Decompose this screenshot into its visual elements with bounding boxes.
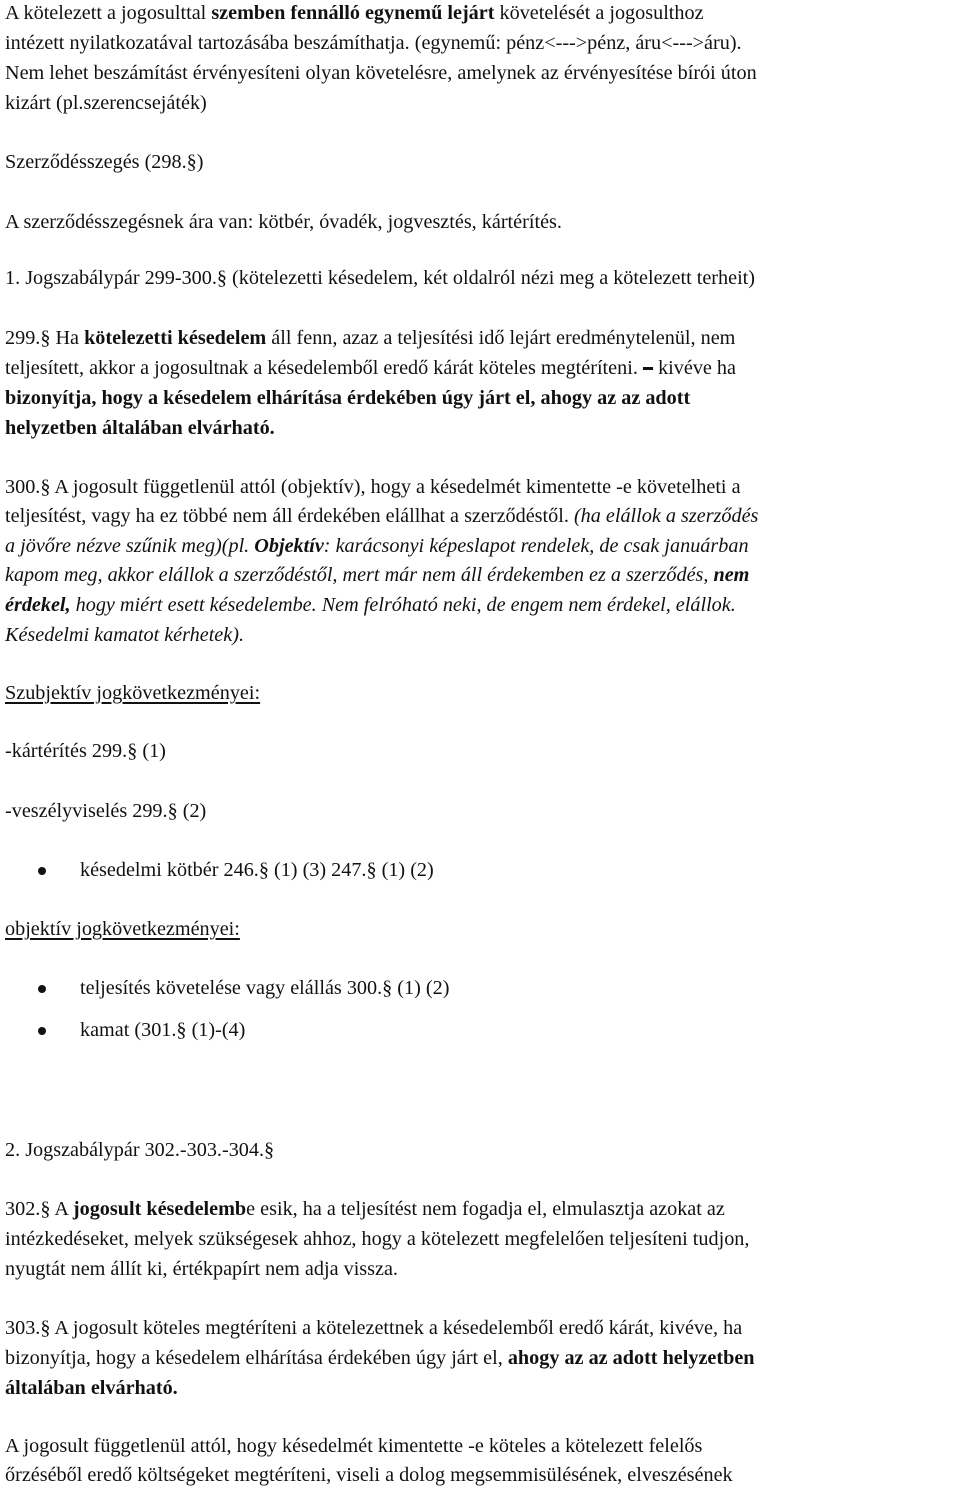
list-item: kamat (301.§ (1)-(4) bbox=[80, 1019, 246, 1041]
text-run: követelését a jogosulthoz bbox=[494, 2, 704, 24]
italic-text: hogy miért esett késedelembe. Nem felróható neki, de engem nem érdekel, elállok. bbox=[70, 594, 736, 616]
bullet-icon bbox=[38, 867, 46, 875]
paragraph-line bbox=[5, 506, 758, 526]
paragraph-line bbox=[5, 328, 735, 348]
italic-text: : karácsonyi képeslapot rendelek, de csak januárban bbox=[323, 535, 749, 557]
paragraph-line bbox=[5, 565, 749, 585]
paragraph-line: A szerződésszegésnek ára van: kötbér, óvadék, jogvesztés, kártérítés. bbox=[5, 211, 562, 233]
subsection-heading: objektív jogkövetkezményei: bbox=[5, 918, 240, 940]
paragraph-line: A jogosult függetlenül attól, hogy késedelmét kimentette -e köteles a kötelezett felelős bbox=[5, 1435, 703, 1457]
paragraph-line bbox=[5, 3, 704, 23]
section-heading: 2. Jogszabálypár 302.-303.-304.§ bbox=[5, 1139, 275, 1161]
list-item: -veszélyviselés 299.§ (2) bbox=[5, 800, 207, 822]
paragraph-line: Nem lehet beszámítást érvényesíteni olyan követelésre, amelynek az érvényesítése bírói úton bbox=[5, 62, 757, 84]
list-item: teljesítés követelése vagy elállás 300.§ (1) (2) bbox=[80, 977, 450, 999]
bold-text: általában elvárható. bbox=[5, 1377, 178, 1399]
italic-text: kapom meg, akkor elállok a szerződéstől, mert már nem áll érdekemben ez a szerződés, bbox=[5, 564, 714, 586]
paragraph-line: őrzéséből eredő költségeket megtéríteni, viseli a dolog megsemmisülésének, elveszésének bbox=[5, 1464, 733, 1486]
paragraph-line bbox=[5, 536, 749, 556]
bold-text: szemben fennálló egynemű lejárt bbox=[211, 2, 495, 24]
bold-text: jogosult késedelemb bbox=[72, 1198, 247, 1220]
text-run: e esik, ha a teljesítést nem fogadja el, elmulasztja azokat az bbox=[246, 1198, 725, 1220]
bullet-icon bbox=[38, 1027, 46, 1035]
paragraph-line: nyugtát nem állít ki, értékpapírt nem adja vissza. bbox=[5, 1258, 398, 1280]
section-heading: Szerződésszegés (298.§) bbox=[5, 151, 204, 173]
paragraph-line bbox=[5, 358, 736, 378]
paragraph-line: 303.§ A jogosult köteles megtéríteni a kötelezettnek a késedelemből eredő kárát, kivéve, ha bbox=[5, 1317, 743, 1339]
paragraph-line bbox=[5, 625, 244, 645]
list-item: késedelmi kötbér 246.§ (1) (3) 247.§ (1) (2) bbox=[80, 859, 434, 881]
text-run: áll fenn, azaz a teljesítési idő lejárt eredménytelenül, nem bbox=[266, 327, 736, 349]
dash-mark: – bbox=[642, 357, 654, 379]
subsection-heading: Szubjektív jogkövetkezményei: bbox=[5, 682, 261, 704]
section-heading: 1. Jogszabálypár 299-300.§ (kötelezetti késedelem, két oldalról nézi meg a kötelezett terheit) bbox=[5, 267, 756, 289]
bold-text: ahogy az az adott helyzetben bbox=[507, 1347, 755, 1369]
paragraph-line: 300.§ A jogosult függetlenül attól (objektív), hogy a késedelmét kimentette -e követelheti a bbox=[5, 476, 741, 498]
text-run: teljesített, akkor a jogosultnak a késedelemből eredő kárát köteles megtéríteni. bbox=[5, 357, 643, 379]
paragraph-line bbox=[5, 388, 690, 408]
paragraph-line bbox=[5, 1378, 178, 1398]
bold-italic-text: érdekel, bbox=[5, 594, 71, 616]
paragraph-line: intézkedéseket, melyek szükségesek ahhoz, hogy a kötelezett megfelelően teljesíteni tudjon, bbox=[5, 1228, 750, 1250]
bold-text: bizonyítja, hogy a késedelem elhárítása érdekében úgy járt el, ahogy az az adott bbox=[5, 387, 691, 409]
paragraph-line bbox=[5, 595, 736, 615]
bold-text: kötelezetti késedelem bbox=[84, 327, 267, 349]
text-run: bizonyítja, hogy a késedelem elhárítása érdekében úgy járt el, bbox=[5, 1347, 508, 1369]
list-item: -kártérítés 299.§ (1) bbox=[5, 740, 166, 762]
paragraph-line: intézett nyilatkozatával tartozásába beszámíthatja. (egynemű: pénz<--->pénz, áru<--->áru). bbox=[5, 32, 742, 54]
text-run: 302.§ A bbox=[5, 1198, 73, 1220]
italic-text: Késedelmi kamatot kérhetek). bbox=[5, 624, 244, 646]
paragraph-line bbox=[5, 1348, 755, 1368]
paragraph-line bbox=[5, 1199, 725, 1219]
bullet-icon bbox=[38, 985, 46, 993]
italic-text: a jövőre nézve szűnik meg)(pl. bbox=[5, 535, 255, 557]
text-run: teljesítést, vagy ha ez többé nem áll érdekében elállhat a szerződéstől. bbox=[5, 505, 574, 527]
bold-text: helyzetben általában elvárható. bbox=[5, 417, 275, 439]
bold-italic-text: nem bbox=[713, 564, 750, 586]
bold-italic-text: Objektív bbox=[254, 535, 324, 557]
paragraph-line bbox=[5, 418, 275, 438]
text-run: 299.§ Ha bbox=[5, 327, 85, 349]
text-run: kivéve ha bbox=[653, 357, 736, 379]
text-run: A kötelezett a jogosulttal bbox=[5, 2, 212, 24]
italic-text: (ha elállok a szerződés bbox=[573, 505, 759, 527]
paragraph-line: kizárt (pl.szerencsejáték) bbox=[5, 92, 207, 114]
